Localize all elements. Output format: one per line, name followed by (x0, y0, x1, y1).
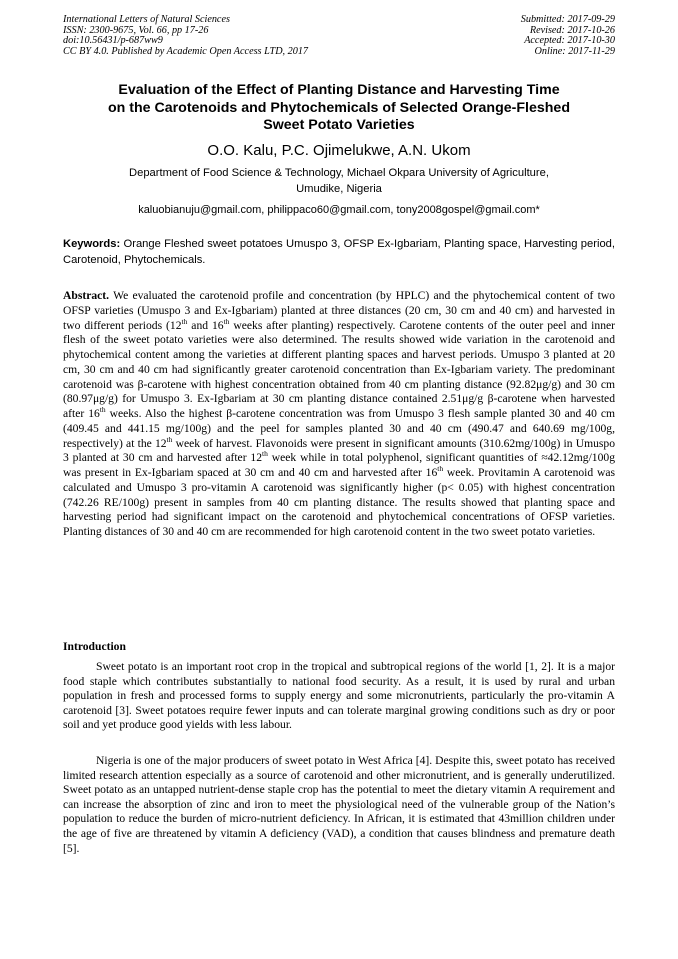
affiliation-line: Department of Food Science & Technology, Michael Okpara University of Agriculture, (129, 167, 549, 179)
affiliation-line: Umudike, Nigeria (296, 183, 382, 196)
paper-title (63, 82, 615, 135)
abstract-text: weeks. Also the highest β-carotene concentration was from Umuspo 3 flesh sample planted 30 and 40 cm (409.45 and 441.15 mg/100g) and the peel for samples planted 30 and 40 cm (490.47 and 640.69 mg/100g, respectively) at the 12 (63, 407, 616, 450)
keywords-label: Keywords: (63, 238, 121, 250)
journal-info (63, 15, 308, 57)
title-line: Evaluation of the Effect of Planting Distance and Harvesting Time (118, 82, 560, 98)
journal-name: International Letters of Natural Sciences (63, 14, 230, 25)
submitted-date: Submitted: 2017-09-29 (520, 14, 615, 25)
affiliation (63, 165, 615, 198)
superscript: th (437, 464, 444, 474)
abstract-text: week of harvest. Flavonoids were present in significant amounts (310.62mg/100g) in Umuspo 3 planted at 30 cm and harvested after 12 (63, 436, 615, 465)
journal-license: CC BY 4.0. Published by Academic Open Access LTD, 2017 (63, 45, 309, 57)
superscript: th (166, 434, 173, 444)
submission-dates (521, 15, 615, 57)
abstract-label: Abstract. (63, 289, 110, 302)
abstract-text: week while in total polyphenol, significant quantities of ≈42.12mg/100g was present in Ex-Igbariam spaced at 30 cm and 40 cm and harvested after 16 (63, 451, 615, 479)
keywords-text: Orange Fleshed sweet potatoes Umuspo 3, OFSP Ex-Igbariam, Planting space, Harvesting period, Carotenoid, Phytochemicals. (63, 238, 616, 266)
author-emails: kaluobianuju@gmail.com, philippaco60@gmail.com, tony2008gospel@gmail.com* (138, 204, 540, 216)
journal-issn: ISSN: 2300-9675, Vol. 66, pp 17-26 (63, 24, 209, 36)
revised-date: Revised: 2017-10-26 (529, 24, 615, 36)
abstract-text: We evaluated the carotenoid profile and concentration (by HPLC) and the phytochemical content of two OFSP varieties (Umuspo 3 and Ex-Igbariam) planted at three distances (20 cm, 30 cm and 40 cm) and harvested in two different periods (12 (63, 289, 615, 332)
title-line: on the Carotenoids and Phytochemicals of Selected Orange-Fleshed (108, 99, 570, 116)
keywords (63, 237, 615, 268)
online-date: Online: 2017-11-29 (534, 45, 615, 57)
superscript: th (99, 405, 106, 415)
superscript: th (262, 449, 268, 459)
section-heading-introduction: Introduction (63, 640, 126, 653)
abstract-text: weeks after planting) respectively. Carotene contents of the outer peel and inner flesh of the sweet potato varieties were also determined. The results showed wide variation in the carotenoid and phytochemical content among the varieties at different planting spaces and harvest periods. Umuspo 3 planted at 20 cm, 30 cm and 40 cm had significantly greater carotenoid concentration than Ex-Igbariam variety. The predominant carotenoid was β-carotene with highest concentration obtained from 40 cm planting distance (92.82μg/g) and 30 cm (80.97μg/g) for Umuspo 3. Ex-Igbariam at 30 cm planting distance contained 2.51μg/g β-carotene when harvested after 16 (63, 318, 615, 420)
superscript: th (181, 316, 188, 326)
abstract-text: and 16 (187, 318, 224, 332)
title-line: Sweet Potato Varieties (263, 117, 415, 134)
introduction-paragraph: Sweet potato is an important root crop in the tropical and subtropical regions of the world [1, 2]. It is a major food staple which contributes substantially to national food security. As a result, it is used by rural and urban population in fresh and processed forms to supply energy and some micronutrients, particularly the pro-vitamin A carotenoid [3]. Sweet potatoes require fewer inputs and can tolerate marginal growing conditions such as dry or poor soil and yet produce good yields with less labour. (63, 660, 615, 732)
superscript: th (223, 316, 230, 326)
abstract-text: week. Provitamin A carotenoid was calculated and Umuspo 3 pro-vitamin A carotenoid was significantly higher (p< 0.05) with highest concentration (742.26 RE/100g) present in samples from 40 cm planting distance. The results showed that planting space and harvesting period had significant impact on the carotenoid and phytochemical concentrations of OFSP varieties. Planting distances of 30 and 40 cm are recommended for high carotenoid content in the two sweet potato varieties. (63, 466, 615, 538)
introduction-paragraph: Nigeria is one of the major producers of sweet potato in West Africa [4]. Despite this, sweet potato has received limited research attention especially as a source of carotenoid and other micronutrient, and is generally underutilized. Sweet potato as an untapped nutrient-dense staple crop has the potential to meet the dietary vitamin A requirement and can increase the absorption of zinc and iron to meet the physiological need of the vulnerable group of the Nation’s population to reduce the burden of micro-nutrient deficiency. In African, it is estimated that 43million children under the age of five are threatened by vitamin A deficiency (VAD), a condition that causes blindness and premature death [5]. (63, 754, 615, 855)
abstract (63, 289, 615, 540)
author-list: O.O. Kalu, P.C. Ojimelukwe, A.N. Ukom (207, 142, 471, 159)
accepted-date: Accepted: 2017-10-30 (524, 35, 615, 47)
journal-doi: doi:10.56431/p-687ww9 (63, 35, 163, 47)
